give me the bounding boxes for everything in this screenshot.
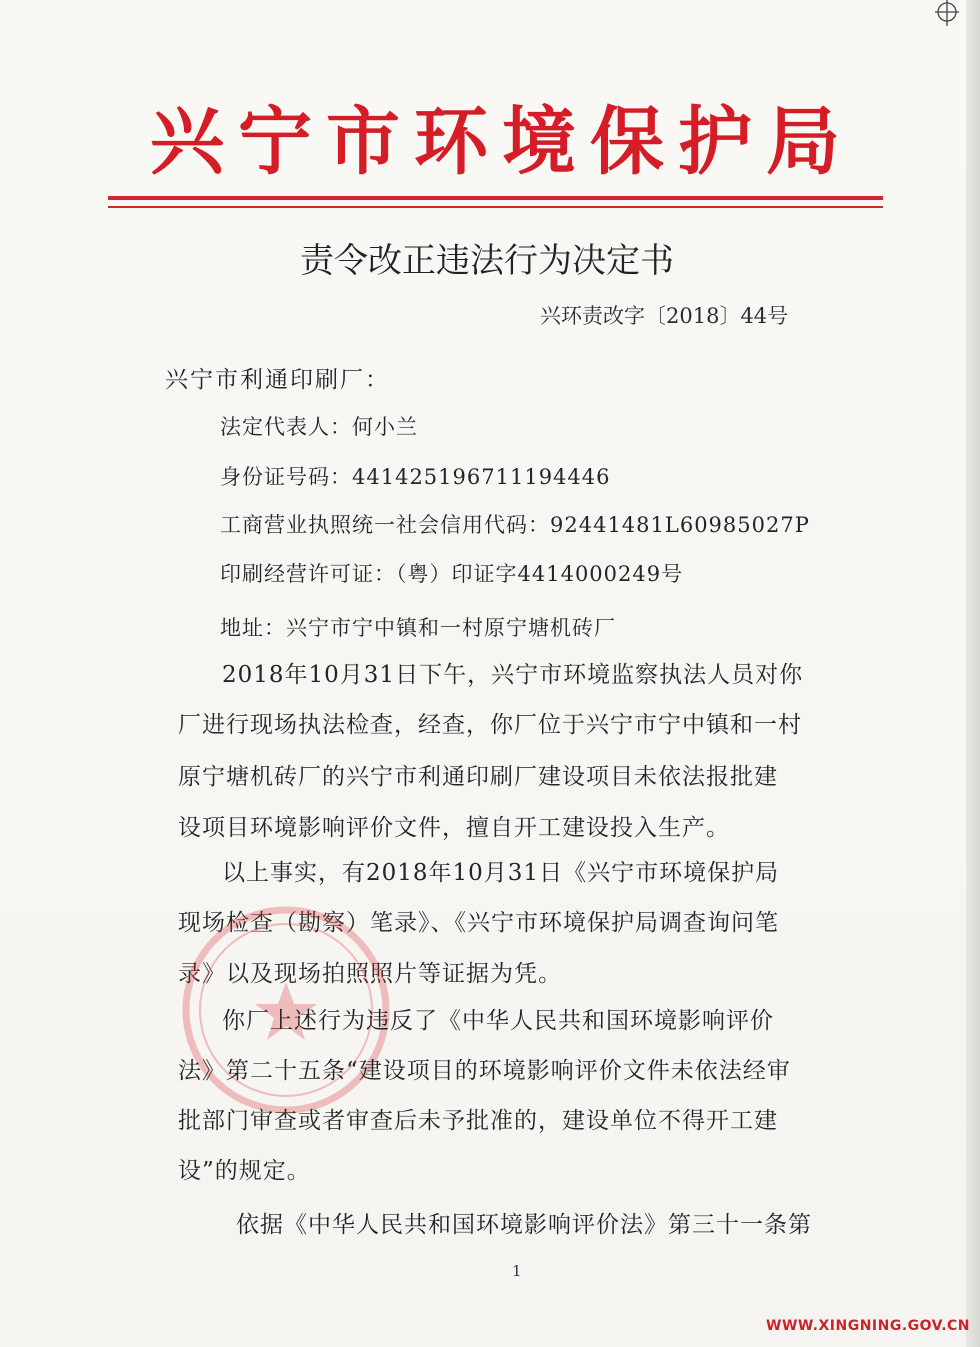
- document-title: 责令改正违法行为决定书: [300, 241, 674, 281]
- body-line: 2018年10月31日下午，兴宁市环境监察执法人员对你: [222, 662, 804, 688]
- website-watermark: WWW.XINGNING.GOV.CN: [766, 1318, 971, 1334]
- body-line: 法》第二十五条“建设项目的环境影响评价文件未依法经审: [178, 1058, 791, 1084]
- body-line: 以上事实，有2018年10月31日《兴宁市环境保护局: [222, 860, 780, 886]
- letterhead-rule-thick: [108, 196, 883, 200]
- address: 地址：兴宁市宁中镇和一村原宁塘机砖厂: [220, 616, 616, 640]
- registration-mark-icon: [930, 0, 964, 34]
- id-number: 身份证号码：441425196711194446: [220, 465, 611, 489]
- body-line: 设”的规定。: [178, 1158, 311, 1184]
- agency-letterhead: 兴宁市环境保护局: [150, 99, 854, 185]
- addressee: 兴宁市利通印刷厂：: [165, 367, 390, 393]
- printing-license: 印刷经营许可证：（粤）印证字4414000249号: [220, 562, 684, 586]
- legal-representative: 法定代表人：何小兰: [220, 415, 418, 439]
- body-line: 厂进行现场执法检查，经查，你厂位于兴宁市宁中镇和一村: [178, 712, 802, 738]
- credit-code: 工商营业执照统一社会信用代码：92441481L60985027P: [220, 513, 810, 537]
- letterhead-rule-thin: [108, 206, 883, 208]
- body-line: 设项目环境影响评价文件，擅自开工建设投入生产。: [178, 815, 730, 841]
- body-line: 批部门审查或者审查后未予批准的，建设单位不得开工建: [178, 1108, 778, 1134]
- body-line: 现场检查（勘察）笔录》、《兴宁市环境保护局调查询问笔: [178, 910, 779, 936]
- body-line: 录》以及现场拍照照片等证据为凭。: [178, 961, 562, 987]
- body-line: 依据《中华人民共和国环境影响评价法》第三十一条第: [236, 1212, 812, 1238]
- body-line: 你厂上述行为违反了《中华人民共和国环境影响评价: [222, 1008, 774, 1034]
- body-line: 原宁塘机砖厂的兴宁市利通印刷厂建设项目未依法报批建: [178, 764, 778, 790]
- document-number: 兴环责改字〔2018〕44号: [540, 304, 789, 328]
- page-edge-shadow: [966, 0, 980, 1347]
- page-number: 1: [512, 1262, 522, 1280]
